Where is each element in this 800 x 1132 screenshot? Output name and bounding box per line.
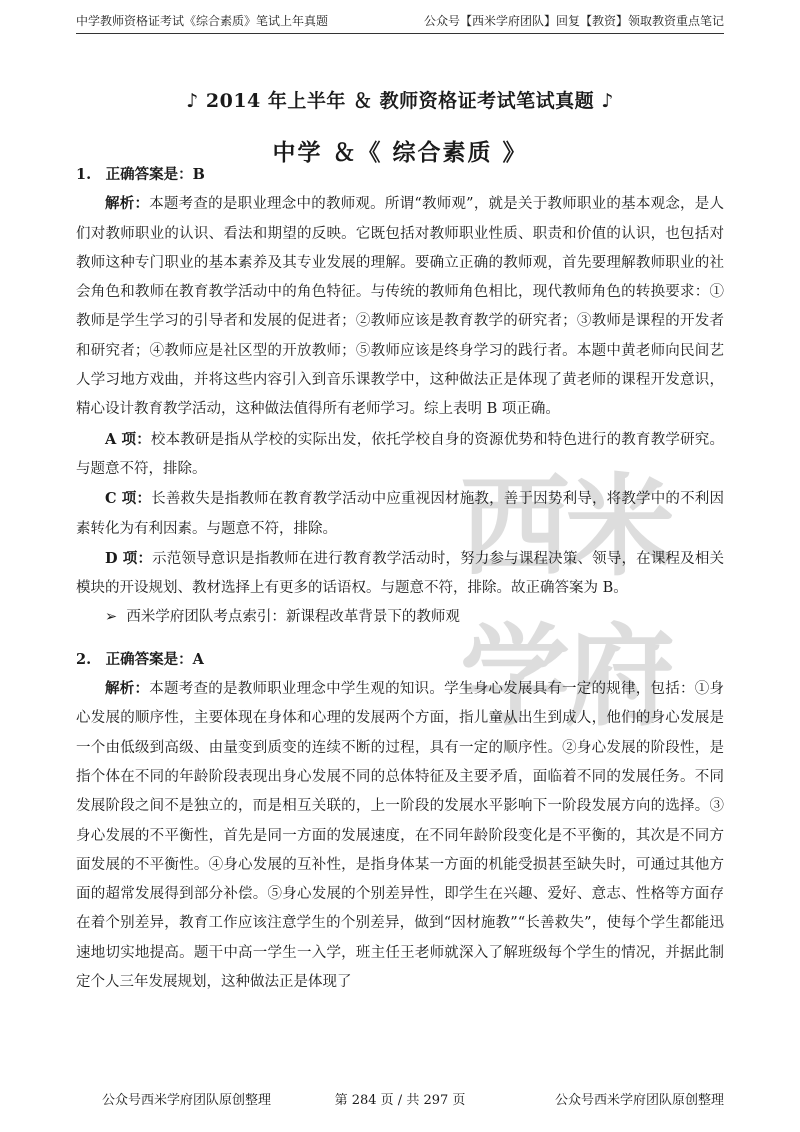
- footer-left-text: 公众号西米学府团队原创整理: [102, 1093, 272, 1108]
- watermark-char-4: 府: [565, 613, 675, 741]
- page-number: 第 284 页 / 共 297 页: [334, 1093, 466, 1108]
- topic-index-bullet: [76, 603, 724, 632]
- option-c-label: C 项：: [105, 490, 152, 508]
- header-right-text: 公众号【西米学府团队】回复【教资】领取教资重点笔记: [423, 14, 724, 28]
- question-2-answer-heading: 2. 正确答案是：A: [76, 650, 204, 668]
- analysis-label: 解析：: [105, 195, 150, 213]
- option-d-text: 示范领导意识是指教师在进行教育教学活动时，努力参与课程决策、领导，在课程及相关模块的开设规划、教材选择上有更多的话语权。与题意不符，排除。故正确答案为 B。: [76, 550, 725, 597]
- analysis-label: 解析：: [105, 680, 150, 698]
- option-a-text: 校本教研是指从学校的实际出发，依托学校自身的资源优势和特色进行的教育教学研究。与题意不符，排除。: [76, 431, 724, 477]
- exam-title: ♪ 2014 年上半年 ＆ 教师资格证考试笔试真题 ♪: [186, 90, 614, 112]
- question-1-answer-heading: 1. 正确答案是：B: [76, 166, 205, 183]
- arrow-bullet-icon: ➢: [105, 609, 127, 626]
- option-c-explanation: [76, 484, 724, 544]
- question-1-analysis: [76, 189, 724, 424]
- footer-right-text: 公众号西米学府团队原创整理: [554, 1093, 724, 1108]
- page-header: [76, 11, 724, 34]
- header-left-text: 中学教师资格证考试《综合素质》笔试上年真题: [76, 14, 329, 28]
- watermark-char-1: 西: [460, 463, 570, 591]
- option-c-text: 长善救失是指教师在教育教学活动中应重视因材施教，善于因势利导，将教学中的不利因素转化为有利因素。与题意不符，排除。: [76, 491, 724, 537]
- question-2-analysis: [76, 674, 724, 997]
- watermark-char-3: 学: [460, 613, 570, 741]
- exam-subtitle: 中学 ＆《 综合素质 》: [272, 139, 528, 166]
- option-d-explanation: [76, 544, 724, 604]
- option-a-label: A 项：: [105, 430, 151, 448]
- analysis-text: 本题考查的是职业理念中的教师观。所谓“教师观”，就是关于教师职业的基本观念，是人们对教师职业的认识、看法和期望的反映。它既包括对教师职业性质、职责和价值的认识，也包括对教师这种专门职业的基本素养及其专业发展的理解。要确立正确的教师观，首先要理解教师职业的社会角色和教师在教育教学活动中的角色特征。与传统的教师角色相比，现代教师角色的转换要求：①教师是学生学习的引导者和发展的促进者；②教师应该是教育教学的研究者；③教师是课程的开发者和研究者；④教师应是社区型的开放教师；⑤教师应该是终身学习的践行者。本题中黄老师向民间艺人学习地方戏曲，并将这些内容引入到音乐课教学中，这种做法正是体现了黄老师的课程开发意识，精心设计教育教学活动，这种做法值得所有老师学习。综上表明 B 项正确。: [76, 196, 725, 418]
- page-footer: [0, 1089, 800, 1109]
- option-d-label: D 项：: [105, 549, 153, 567]
- page-content: [76, 160, 724, 997]
- watermark-char-2: 米: [565, 463, 675, 591]
- analysis-text: 本题考查的是教师职业理念中学生观的知识。学生身心发展具有一定的规律，包括：①身心发展的顺序性，主要体现在身体和心理的发展两个方面，指儿童从出生到成人，他们的身心发展是一个由低级到高级、由量变到质变的连续不断的过程，具有一定的顺序性。②身心发展的阶段性，是指个体在不同的年龄阶段表现出身心发展不同的总体特征及主要矛盾，面临着不同的发展任务。不同发展阶段之间不是独立的，而是相互关联的，上一阶段的发展水平影响下一阶段发展方向的选择。③身心发展的不平衡性，首先是同一方面的发展速度，在不同年龄阶段变化是不平衡的，其次是不同方面发展的不平衡性。④身心发展的互补性，是指身体某一方面的机能受损甚至缺失时，可通过其他方面的超常发展得到部分补偿。⑤身心发展的个别差异性，即学生在兴趣、爱好、意志、性格等方面存在着个别差异，教育工作应该注意学生的个别差异，做到“因材施教”“长善救失”，使每个学生都能迅速地切实地提高。题干中高一学生一入学，班主任王老师就深入了解班级每个学生的情况，并据此制定个人三年发展规划，这种做法正是体现了: [76, 681, 724, 991]
- topic-index-text: 西米学府团队考点索引：新课程改革背景下的教师观: [126, 609, 460, 626]
- option-a-explanation: [76, 425, 724, 485]
